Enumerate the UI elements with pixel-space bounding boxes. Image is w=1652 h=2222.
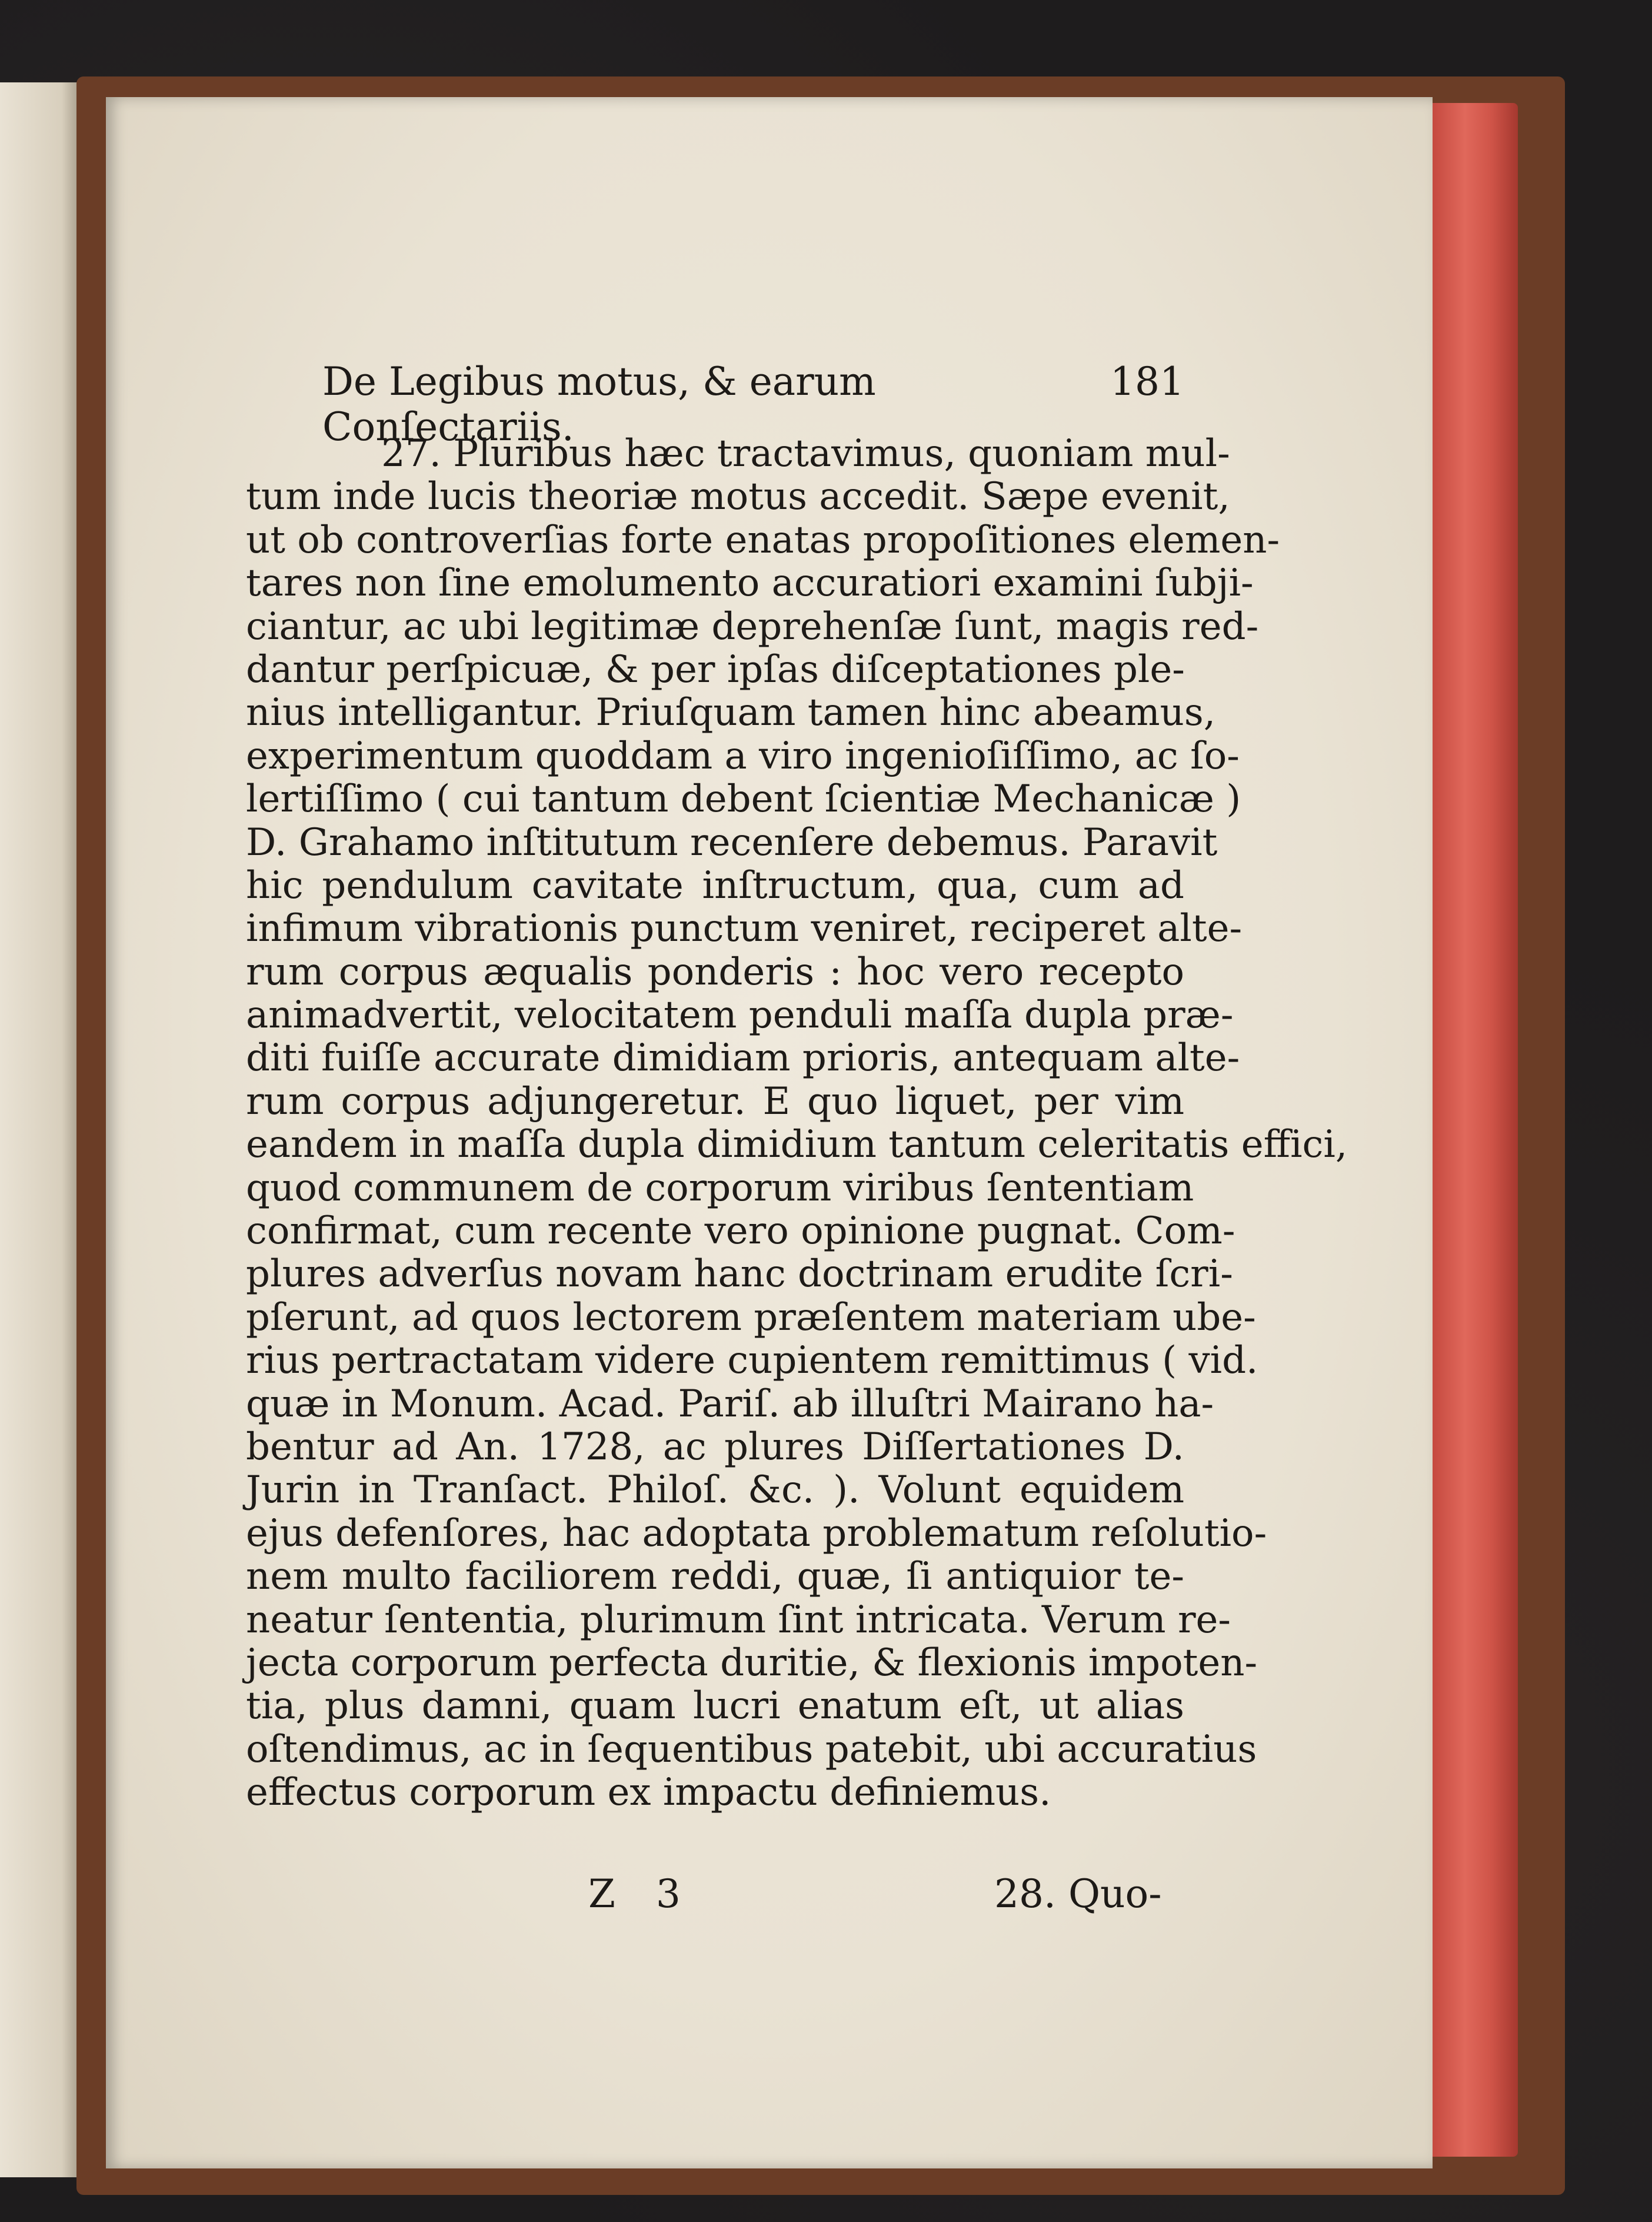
- text-line: nius intelligantur. Priuſquam tamen hinc abeamus,: [246, 691, 1216, 735]
- text-line: rius pertractatam videre cupientem remittimus ( vid.: [246, 1339, 1258, 1383]
- text-line: oſtendimus, ac in ſequentibus patebit, ubi accuratius: [246, 1727, 1257, 1771]
- text-line: tia, plus damni, quam lucri enatum eſt, ut alias: [246, 1684, 1184, 1728]
- text-line: animadvertit, velocitatem penduli maſſa dupla præ-: [246, 993, 1234, 1037]
- text-line: plures adverſus novam hanc doctrinam erudite ſcri-: [246, 1252, 1233, 1296]
- text-line: effectus corporum ex impactu definiemus.: [246, 1771, 1051, 1815]
- text-line: infimum vibrationis punctum veniret, reciperet alte-: [246, 907, 1243, 951]
- text-line: diti fuiſſe accurate dimidiam prioris, antequam alte-: [246, 1036, 1240, 1080]
- text-line: tum inde lucis theoriæ motus accedit. Sæpe evenit,: [246, 475, 1230, 519]
- text-line: neatur ſententia, plurimum ſint intricata. Verum re-: [246, 1598, 1231, 1642]
- text-line: rum corpus adjungeretur. E quo liquet, per vim: [246, 1079, 1184, 1123]
- text-line: eandem in maſſa dupla dimidium tantum celeritatis effici,: [246, 1123, 1348, 1167]
- text-line: nem multo faciliorem reddi, quæ, ſi antiquior te-: [246, 1555, 1184, 1599]
- text-line: hic pendulum cavitate inſtructum, qua, cum ad: [246, 863, 1184, 907]
- text-line: dantur perſpicuæ, & per ipſas diſceptationes ple-: [246, 647, 1185, 691]
- text-line: 27. Pluribus hæc tractavimus, quoniam mul-: [381, 432, 1230, 475]
- catchword: 28. Quo-: [994, 1871, 1162, 1917]
- text-line: confirmat, cum recente vero opinione pugnat. Com-: [246, 1209, 1235, 1253]
- text-line: lertiſſimo ( cui tantum debent ſcientiæ Mechanicæ ): [246, 777, 1241, 821]
- text-line: quæ in Monum. Acad. Pariſ. ab illuſtri Mairano ha-: [246, 1382, 1214, 1426]
- text-line: experimentum quoddam a viro ingenioſiſſimo, ac ſo-: [246, 734, 1240, 778]
- text-line: bentur ad An. 1728, ac plures Diſſertationes D.: [246, 1425, 1184, 1469]
- body-text: [246, 432, 1348, 1815]
- text-line: tares non ſine emolumento accuratiori examini ſubji-: [246, 561, 1254, 606]
- text-line: pſerunt, ad quos lectorem præſentem materiam ube-: [246, 1295, 1256, 1339]
- text-line: Jurin in Tranſact. Philoſ. &c. ). Volunt equidem: [246, 1468, 1184, 1512]
- text-line: D. Grahamo inſtitutum recenſere debemus. Paravit: [246, 820, 1218, 864]
- text-line: ut ob controverſias forte enatas propoſitiones elemen-: [246, 518, 1280, 562]
- text-line: ejus defenſores, hac adoptata problematum reſolutio-: [246, 1511, 1267, 1555]
- signature-mark: Z 3: [588, 1871, 695, 1917]
- text-line: rum corpus æqualis ponderis : hoc vero recepto: [246, 950, 1184, 994]
- text-line: quod communem de corporum viribus ſententiam: [246, 1166, 1194, 1210]
- running-head: [322, 359, 1184, 450]
- red-fore-edge: [1430, 103, 1518, 2157]
- running-head-title: De Legibus motus, & earum Conſectariis.: [322, 359, 876, 450]
- left-page-edge: [0, 82, 88, 2177]
- page-number: 181: [1110, 359, 1184, 404]
- text-line: ciantur, ac ubi legitimæ deprehenſæ ſunt, magis red-: [246, 604, 1259, 648]
- text-line: jecta corporum perfecta duritie, & flexionis impoten-: [246, 1641, 1258, 1685]
